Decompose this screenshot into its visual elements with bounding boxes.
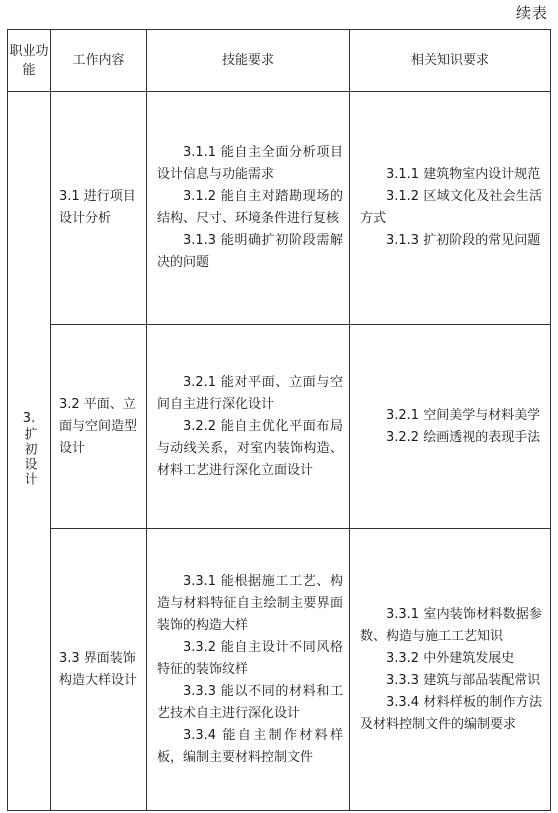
header-work-content: 工作内容 [51, 30, 147, 92]
skill-item: 3.3.3 能以不同的材料和工艺技术自主进行深化设计 [157, 683, 343, 721]
knowledge-item: 3.1.1 建筑物室内设计规范 [386, 167, 541, 182]
skill-item: 3.3.2 能自主设计不同风格特征的装饰纹样 [157, 639, 343, 677]
work-content-cell: 3.3 界面装饰构造大样设计 [51, 529, 147, 811]
skill-item: 3.1.2 能自主对踏勘现场的结构、尺寸、环境条件进行复核 [157, 189, 343, 226]
continued-label: 续表 [515, 4, 548, 22]
knowledge-item: 3.1.2 区域文化及社会生活方式 [360, 189, 542, 226]
knowledge-cell [350, 92, 551, 325]
knowledge-item: 3.3.4 材料样板的制作方法及材料控制文件的编制要求 [360, 694, 542, 732]
skill-item: 3.1.1 能自主全面分析项目设计信息与功能需求 [157, 145, 343, 182]
skill-cell [147, 325, 350, 529]
table-row [8, 92, 551, 325]
skill-item: 3.2.1 能对平面、立面与空间自主进行深化设计 [157, 374, 343, 412]
header-row [8, 30, 551, 92]
skill-item: 3.1.3 能明确扩初阶段需解决的问题 [157, 233, 343, 270]
header-knowledge-requirements: 相关知识要求 [350, 30, 551, 92]
work-content-cell: 3.1 进行项目设计分析 [51, 92, 147, 325]
table-row [8, 529, 551, 811]
function-number: 3. [22, 411, 36, 426]
knowledge-item: 3.2.1 空间美学与材料美学 [386, 407, 541, 423]
header-function: 职业功能 [8, 30, 51, 92]
knowledge-item: 3.3.2 中外建筑发展史 [386, 650, 515, 666]
knowledge-item: 3.3.1 室内装饰材料数据参数、构造与施工工艺知识 [360, 606, 542, 644]
function-cell [8, 92, 51, 811]
work-content-cell: 3.2 平面、立面与空间造型设计 [51, 325, 147, 529]
table-row [8, 325, 551, 529]
competency-table [7, 29, 551, 811]
knowledge-cell [350, 529, 551, 811]
skill-item: 3.2.2 能自主优化平面布局与动线关系，对室内装饰构造、材料工艺进行深化立面设计 [157, 418, 343, 478]
function-name: 扩初设计 [21, 427, 37, 487]
knowledge-item: 3.2.2 绘画透视的表现手法 [386, 429, 541, 445]
skill-item: 3.3.4 能自主制作材料样板，编制主要材料控制文件 [157, 727, 343, 765]
skill-cell [147, 92, 350, 325]
header-skill-requirements: 技能要求 [147, 30, 350, 92]
skill-item: 3.3.1 能根据施工工艺、构造与材料特征自主绘制主要界面装饰的构造大样 [157, 573, 343, 633]
knowledge-item: 3.3.3 建筑与部品装配常识 [386, 672, 541, 688]
knowledge-cell [350, 325, 551, 529]
skill-cell [147, 529, 350, 811]
knowledge-item: 3.1.3 扩初阶段的常见问题 [386, 233, 541, 248]
